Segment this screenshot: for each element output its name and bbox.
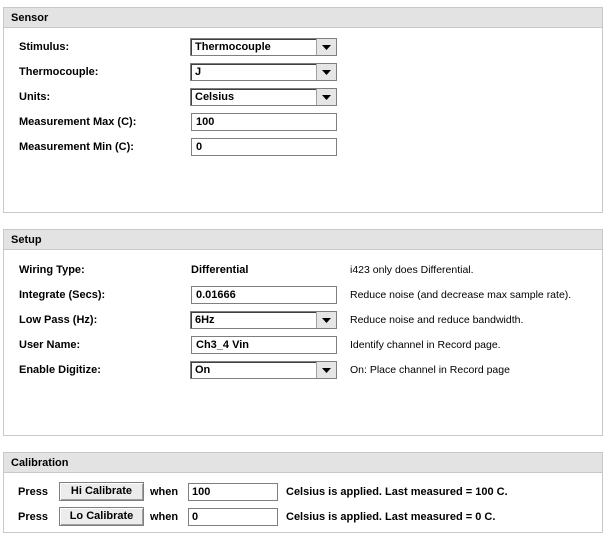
press-label: Press [18,511,48,523]
stimulus-label: Stimulus: [19,41,70,53]
chevron-down-icon[interactable] [316,362,336,378]
units-label: Units: [19,91,51,103]
chevron-down-icon[interactable] [316,39,336,55]
wiring-type-label: Wiring Type: [19,264,85,276]
user-name-hint: Identify channel in Record page. [350,339,501,351]
low-pass-label: Low Pass (Hz): [19,314,98,326]
lo-calibrate-status: Celsius is applied. Last measured = 0 C. [286,511,496,523]
units-select-value: Celsius [195,91,235,103]
setup-panel-title: Setup [4,230,602,250]
measurement-max-label: Measurement Max (C): [19,116,137,128]
wiring-type-value: Differential [191,264,249,276]
user-name-input[interactable] [191,336,337,354]
setup-panel [3,229,603,436]
measurement-max-input[interactable] [191,113,337,131]
thermocouple-select-value: J [195,66,202,78]
chevron-down-icon[interactable] [316,89,336,105]
chevron-down-icon[interactable] [316,312,336,328]
enable-digitize-label: Enable Digitize: [19,364,101,376]
thermocouple-label: Thermocouple: [19,66,99,78]
when-label: when [150,486,179,498]
press-label: Press [18,486,48,498]
enable-digitize-select-value: On [195,364,211,376]
measurement-min-input[interactable] [191,138,337,156]
when-label: when [150,511,179,523]
hi-calibrate-row [4,482,602,502]
low-pass-hint: Reduce noise and reduce bandwidth. [350,314,524,326]
thermocouple-select[interactable] [190,63,337,81]
low-pass-select-value: 6Hz [195,314,215,326]
measurement-min-label: Measurement Min (C): [19,141,134,153]
chevron-down-icon[interactable] [316,64,336,80]
user-name-label: User Name: [19,339,81,351]
integrate-hint: Reduce noise (and decrease max sample rate). [350,289,572,301]
lo-calibrate-value-input[interactable] [188,508,278,526]
enable-digitize-hint: On: Place channel in Record page [350,364,510,376]
hi-calibrate-status: Celsius is applied. Last measured = 100 C. [286,486,508,498]
integrate-input[interactable] [191,286,337,304]
hi-calibrate-value-input[interactable] [188,483,278,501]
lo-calibrate-row [4,507,602,527]
sensor-panel-title: Sensor [4,8,602,28]
low-pass-select[interactable] [190,311,337,329]
units-select[interactable] [190,88,337,106]
integrate-label: Integrate (Secs): [19,289,106,301]
stimulus-select-value: Thermocouple [195,41,271,53]
wiring-type-hint: i423 only does Differential. [350,264,474,276]
calibration-panel-title: Calibration [4,453,602,473]
stimulus-select[interactable] [190,38,337,56]
sensor-panel [3,7,603,213]
calibration-panel [3,452,603,533]
lo-calibrate-button[interactable]: Lo Calibrate [59,507,144,526]
hi-calibrate-button[interactable]: Hi Calibrate [59,482,144,501]
enable-digitize-select[interactable] [190,361,337,379]
